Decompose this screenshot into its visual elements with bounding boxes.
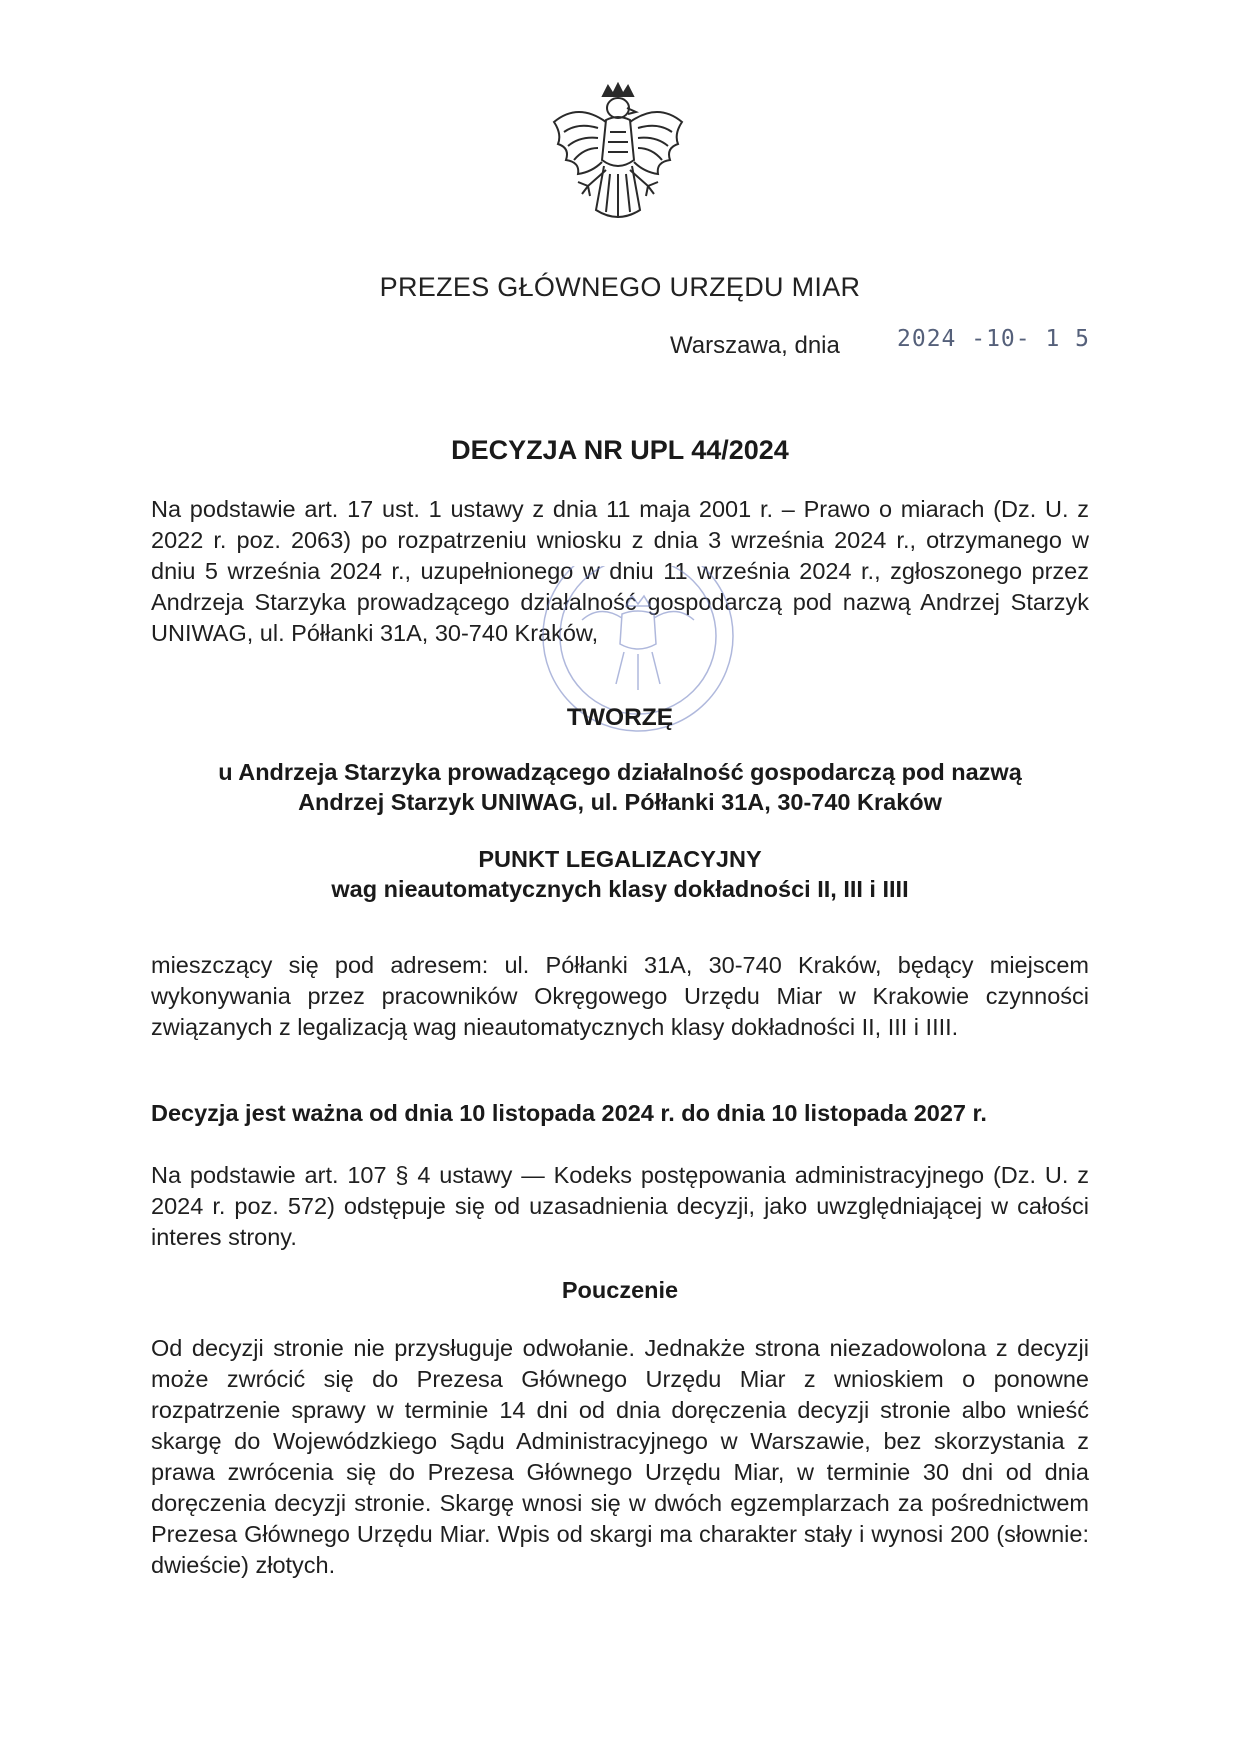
instruction-heading: Pouczenie	[561, 1277, 679, 1303]
entity-line-1: u Andrzeja Starzyka prowadzącego działalność gospodarczą pod nazwą	[218, 759, 1022, 785]
date-stamp: 2024 -10- 1 5	[897, 326, 1091, 352]
point-subtitle: wag nieautomatycznych klasy dokładności II, III i IIII	[331, 876, 909, 902]
place-label: Warszawa, dnia	[670, 332, 840, 359]
official-round-seal-icon	[518, 566, 768, 766]
entity-line-2: Andrzej Starzyk UNIWAG, ul. Półłanki 31A, 30-740 Kraków	[298, 789, 942, 815]
justification-paragraph: Na podstawie art. 107 § 4 ustawy — Kodeks postępowania administracyjnego (Dz. U. z 2024 r. poz. 572) odstępuje się od uzasadnienia decyzji, jako uwzględniającej w całości interes strony.	[151, 1162, 1089, 1250]
validity-statement: Decyzja jest ważna od dnia 10 listopada 2024 r. do dnia 10 listopada 2027 r.	[151, 1100, 987, 1126]
authority-name: PREZES GŁÓWNEGO URZĘDU MIAR	[379, 272, 861, 302]
verb-heading: TWORZĘ	[566, 704, 674, 731]
decision-title: DECYZJA NR UPL 44/2024	[451, 435, 789, 465]
location-paragraph: mieszczący się pod adresem: ul. Półłanki 31A, 30-740 Kraków, będący miejscem wykonywania przez pracowników Okręgowego Urzędu Miar w Krakowie czynności związanych z legalizacją wag nieautomatycznych klasy dokładności II, III i IIII.	[151, 952, 1089, 1040]
point-title: PUNKT LEGALIZACYJNY	[478, 846, 762, 872]
instruction-paragraph: Od decyzji stronie nie przysługuje odwołanie. Jednakże strona niezadowolona z decyzji może zwrócić się do Prezesa Głównego Urzędu Miar z wnioskiem o ponowne rozpatrzenie sprawy w terminie 14 dni od dnia doręczenia decyzji stronie albo wnieść skargę do Wojewódzkiego Sądu Administracyjnego w Warszawie, bez skorzystania z prawa zwrócenia się do Prezesa Głównego Urzędu Miar, w terminie 30 dni od dnia doręczenia decyzji stronie. Skargę wnosi się w dwóch egzemplarzach za pośrednictwem Prezesa Głównego Urzędu Miar. Wpis od skargi ma charakter stały i wynosi 200 (słownie: dwieście) złotych.	[151, 1335, 1089, 1578]
basis-paragraph: Na podstawie art. 17 ust. 1 ustawy z dnia 11 maja 2001 r. – Prawo o miarach (Dz. U. z 2022 r. poz. 2063) po rozpatrzeniu wniosku z dnia 3 września 2024 r., otrzymanego w dniu 5 września 2024 r., uzupełnionego w dniu 11 września 2024 r., zgłoszonego przez Andrzeja Starzyka prowadzącego działalność gospodarczą pod nazwą Andrzej Starzyk UNIWAG, ul. Półłanki 31A, 30-740 Kraków,	[151, 496, 1089, 646]
polish-eagle-emblem-icon	[548, 82, 688, 242]
